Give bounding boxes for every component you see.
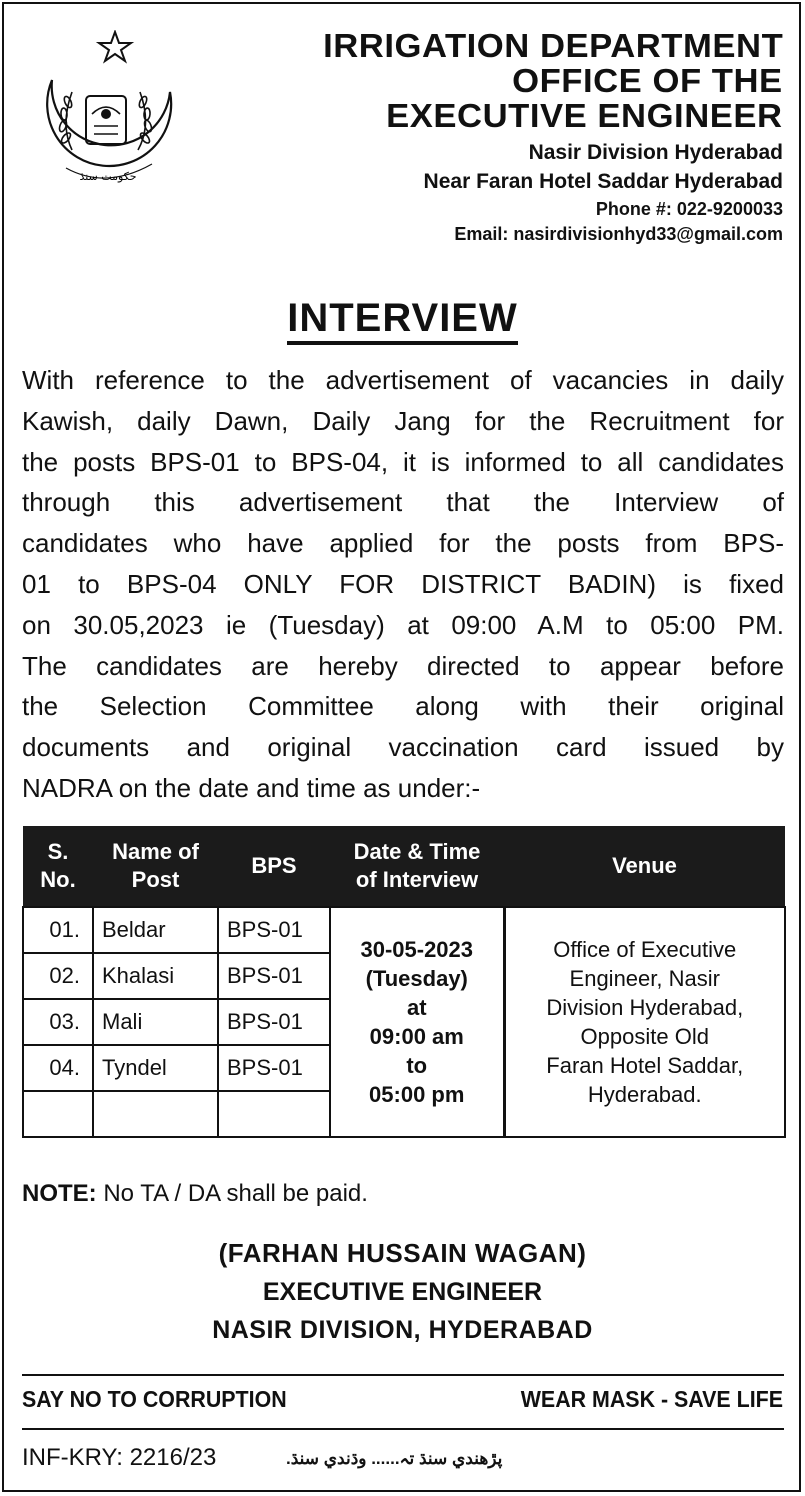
cell-venue: Office of Executive Engineer, Nasir Division Hyderabad, Opposite Old Faran Hotel Saddar, Hyderabad. — [504, 907, 785, 1137]
header-office: OFFICE OF THE — [512, 62, 783, 99]
cell-post: Beldar — [93, 907, 218, 953]
note-text: No TA / DA shall be paid. — [96, 1180, 368, 1207]
footer-rule-bottom — [22, 1428, 784, 1430]
cell-bps: BPS-01 — [218, 953, 330, 999]
footer-slogan-left: SAY NO TO CORRUPTION — [22, 1386, 287, 1412]
footer-rule-top — [22, 1374, 784, 1376]
header-bps: BPS — [218, 826, 330, 907]
header-email: Email: nasirdivisionhyd33@gmail.com — [454, 224, 783, 244]
cell-empty — [218, 1091, 330, 1137]
header-venue: Venue — [504, 826, 785, 907]
signatory-office: NASIR DIVISION, HYDERABAD — [212, 1316, 593, 1344]
header-division: Nasir Division Hyderabad — [528, 141, 783, 164]
footer-slogan-right: WEAR MASK - SAVE LIFE — [520, 1386, 783, 1412]
interview-schedule-table — [22, 826, 786, 1138]
sindhi-slogan: پڙهندي سنڌ تہ...... وڌندي سنڌ. — [286, 1449, 503, 1468]
body-line: Kawish, daily Dawn, Daily Jang for the Recruitment for — [22, 405, 784, 436]
cell-sno: 04. — [23, 1045, 93, 1091]
body-line: the posts BPS-01 to BPS-04, it is informed to all candidates — [22, 446, 784, 477]
cell-post: Mali — [93, 999, 218, 1045]
table-row — [23, 907, 785, 953]
notice-title-text: INTERVIEW — [287, 296, 518, 345]
cell-sno: 03. — [23, 999, 93, 1045]
cell-bps: BPS-01 — [218, 907, 330, 953]
notice-body — [22, 360, 784, 809]
cell-empty — [93, 1091, 218, 1137]
body-line: documents and original vaccination card issued by — [22, 732, 784, 763]
body-line: through this advertisement that the Interview of — [22, 487, 784, 518]
body-line: NADRA on the date and time as under:- — [22, 772, 481, 803]
header-executive-engineer: EXECUTIVE ENGINEER — [386, 97, 783, 134]
note — [22, 1180, 368, 1208]
header-post: Name of Post — [93, 826, 218, 907]
header-datetime: Date & Time of Interview — [330, 826, 504, 907]
cell-empty — [23, 1091, 93, 1137]
note-label: NOTE: — [22, 1180, 97, 1207]
cell-sno: 01. — [23, 907, 93, 953]
body-line: candidates who have applied for the posts from BPS- — [22, 528, 784, 559]
header-address: Near Faran Hotel Saddar Hyderabad — [423, 170, 783, 193]
cell-datetime: 30-05-2023 (Tuesday) at 09:00 am to 05:00 pm — [330, 907, 504, 1137]
header-department: IRRIGATION DEPARTMENT — [322, 27, 783, 64]
cell-post: Tyndel — [93, 1045, 218, 1091]
body-line: With reference to the advertisement of vacancies in daily — [22, 365, 784, 395]
body-line: 01 to BPS-04 ONLY FOR DISTRICT BADIN) is fixed — [22, 568, 784, 599]
emblem-text: حکومت سنڌ — [79, 170, 137, 183]
cell-post: Khalasi — [93, 953, 218, 999]
body-line: the Selection Committee along with their original — [22, 691, 784, 722]
reference-number: INF-KRY: 2216/23 — [22, 1444, 217, 1471]
header-sno: S. No. — [23, 826, 93, 907]
body-line: The candidates are hereby directed to appear before — [22, 650, 784, 681]
body-line: on 30.05,2023 ie (Tuesday) at 09:00 A.M to 05:00 PM. — [22, 609, 784, 640]
header-phone: Phone #: 022-9200033 — [595, 199, 783, 219]
government-of-sindh-emblem-icon — [30, 30, 180, 190]
cell-bps: BPS-01 — [218, 999, 330, 1045]
signatory-designation: EXECUTIVE ENGINEER — [262, 1278, 543, 1306]
cell-bps: BPS-01 — [218, 1045, 330, 1091]
table-header-row — [23, 826, 785, 907]
notice-title — [0, 296, 805, 341]
cell-sno: 02. — [23, 953, 93, 999]
signatory-name: (FARHAN HUSSAIN WAGAN) — [218, 1238, 587, 1268]
